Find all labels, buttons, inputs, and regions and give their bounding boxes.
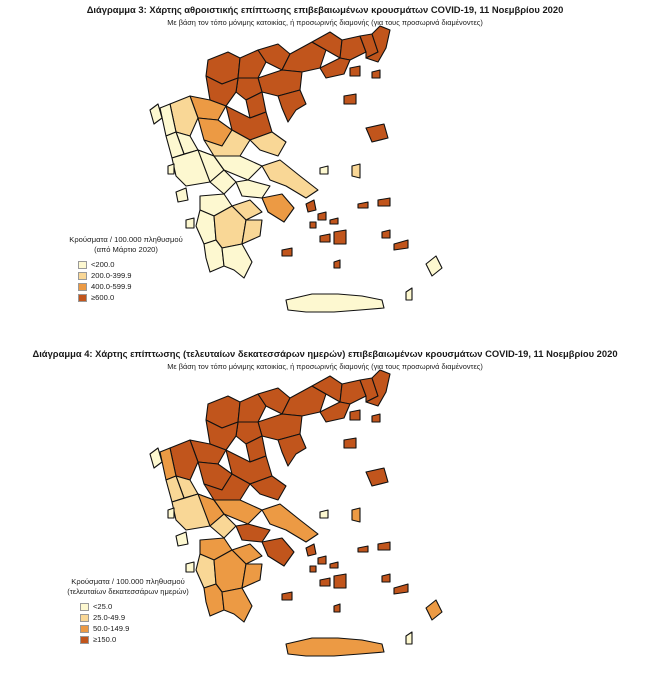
legend-label: ≥150.0 — [93, 635, 117, 644]
map2-title: Διάγραμμα 4: Χάρτης επίπτωσης (τελευταίων δεκατεσσάρων ημερών) επιβεβαιωμένων κρουσμάτων COVID-19, 11 Νοεμβρίου 2020 — [32, 348, 618, 359]
region-lefkada — [168, 508, 174, 518]
region-attica — [262, 538, 294, 566]
region-naxos — [334, 574, 346, 588]
legend-swatch — [80, 603, 89, 611]
region-evia — [262, 504, 318, 542]
legend-label: 50.0-149.9 — [93, 624, 130, 633]
region-lesvos — [366, 124, 388, 142]
region-paros — [320, 234, 330, 242]
legend-subtitle: (τελευταίων δεκατεσσάρων ημερών) — [67, 587, 189, 596]
region-chalkidiki — [278, 434, 306, 466]
legend-item — [80, 601, 208, 612]
legend-swatch — [78, 272, 87, 280]
region-samothraki — [372, 70, 380, 78]
region-kavala — [320, 402, 350, 422]
region-ikaria — [358, 202, 368, 208]
legend-swatch — [78, 294, 87, 302]
region-syros — [310, 566, 316, 572]
legend-item — [78, 281, 206, 292]
legend-label: <25.0 — [93, 602, 113, 611]
region-paros — [320, 578, 330, 586]
region-thasos — [350, 66, 360, 76]
legend-swatch — [80, 614, 89, 622]
legend-item — [80, 623, 208, 634]
legend-swatch — [78, 261, 87, 269]
legend-item — [80, 634, 208, 645]
region-viotia — [236, 180, 270, 198]
legend-item — [78, 259, 206, 270]
region-kavala — [320, 58, 350, 78]
map1-subtitle: Με βάση τον τόπο μόνιμης κατοικίας, ή προσωρινής διαμονής (για τους προσωρινά διαμένοντες) — [167, 18, 483, 27]
region-skyros — [320, 166, 328, 174]
region-skyros — [320, 510, 328, 518]
region-lefkada — [168, 164, 174, 174]
region-evia — [262, 160, 318, 198]
legend-title: Κρούσματα / 100.000 πληθυσμού — [71, 577, 185, 586]
region-kefalonia — [176, 188, 188, 202]
region-naxos — [334, 230, 346, 244]
legend-label: <200.0 — [91, 260, 115, 269]
legend-item — [78, 270, 206, 281]
region-crete — [286, 638, 384, 656]
map2-subtitle: Με βάση τον τόπο μόνιμης κατοικίας, ή προσωρινής διαμονής (για τους προσωρινά διαμένοντες) — [167, 362, 483, 371]
cumulative-incidence-map-panel — [0, 0, 650, 335]
legend-label: 400.0-599.9 — [91, 282, 132, 291]
region-corfu — [150, 104, 162, 124]
region-milos — [282, 248, 292, 256]
region-crete — [286, 294, 384, 312]
region-kos — [394, 240, 408, 250]
map1-title: Διάγραμμα 3: Χάρτης αθροιστικής επίπτωσης επιβεβαιωμένων κρουσμάτων COVID-19, 11 Νοεμβρίου 2020 — [86, 4, 564, 15]
region-thasos — [350, 410, 360, 420]
region-mykonos — [330, 562, 338, 568]
legend-item — [78, 292, 206, 303]
legend-swatch — [78, 283, 87, 291]
region-viotia — [236, 524, 270, 542]
legend-subtitle: (από Μάρτιο 2020) — [94, 245, 158, 254]
region-ikaria — [358, 546, 368, 552]
region-andros — [306, 544, 316, 556]
region-milos — [282, 592, 292, 600]
region-santorini — [334, 260, 340, 268]
region-argolida — [242, 564, 262, 588]
region-argolida — [242, 220, 262, 244]
region-kalymnos — [382, 230, 390, 238]
region-lakonia — [222, 588, 252, 622]
legend-label: 200.0-399.9 — [91, 271, 132, 280]
region-kalymnos — [382, 574, 390, 582]
region-lemnos — [344, 438, 356, 448]
region-samos — [378, 542, 390, 550]
region-zakynthos — [186, 562, 194, 572]
region-mykonos — [330, 218, 338, 224]
region-kefalonia — [176, 532, 188, 546]
region-corfu — [150, 448, 162, 468]
legend-title: Κρούσματα / 100.000 πληθυσμού — [69, 235, 183, 244]
legend-label: ≥600.0 — [91, 293, 115, 302]
region-zakynthos — [186, 218, 194, 228]
legend-swatch — [80, 625, 89, 633]
region-lesvos — [366, 468, 388, 486]
region-lemnos — [344, 94, 356, 104]
region-samos — [378, 198, 390, 206]
region-samothraki — [372, 414, 380, 422]
region-kos — [394, 584, 408, 594]
region-syros — [310, 222, 316, 228]
legend-item — [80, 612, 208, 623]
region-andros — [306, 200, 316, 212]
region-karpathos — [406, 632, 412, 644]
map1-legend — [46, 235, 206, 303]
legend-swatch — [80, 636, 89, 644]
region-santorini — [334, 604, 340, 612]
region-lakonia — [222, 244, 252, 278]
region-rhodes — [426, 600, 442, 620]
region-chios — [352, 164, 360, 178]
region-tinos — [318, 212, 326, 220]
region-chalkidiki — [278, 90, 306, 122]
region-chios — [352, 508, 360, 522]
region-rhodes — [426, 256, 442, 276]
region-tinos — [318, 556, 326, 564]
14-day-incidence-map-panel — [0, 340, 650, 675]
region-attica — [262, 194, 294, 222]
legend-label: 25.0-49.9 — [93, 613, 126, 622]
region-karpathos — [406, 288, 412, 300]
map2-legend — [48, 577, 208, 645]
